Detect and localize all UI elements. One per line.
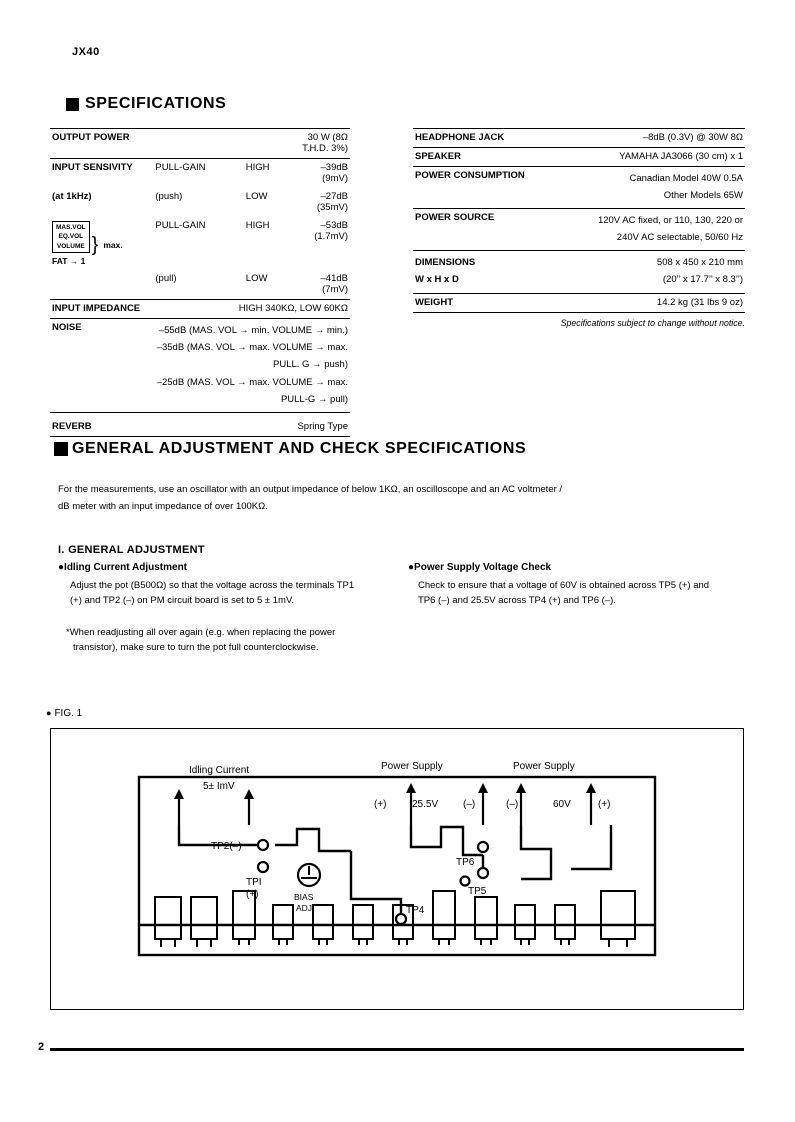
callout-tp5: TP5 <box>468 886 487 897</box>
callout-tp6: TP6 <box>456 857 475 868</box>
figure-1-container <box>50 728 744 1010</box>
specifications-heading <box>66 95 226 113</box>
specifications-heading-label: SPECIFICATIONS <box>85 95 227 112</box>
specifications-table-right <box>413 128 745 332</box>
input-sensivity-sub: (at 1kHz) <box>52 191 92 202</box>
table-row <box>50 300 350 319</box>
callout-ps1-minus: (+) <box>374 799 387 810</box>
box-line-1: MAS.VOL <box>56 224 86 231</box>
general-intro-line-2: dB meter with an input impedance of over 100KΩ. <box>58 500 268 512</box>
specifications-table-left <box>50 128 350 437</box>
bullet-dot-icon: ● <box>58 562 65 573</box>
reverb-label: REVERB <box>50 412 155 436</box>
dimensions-label-cell <box>413 251 564 293</box>
pull-gain-pull-high: HIGH <box>245 220 270 231</box>
callout-ps1-value: 25.5V <box>412 799 439 810</box>
table-row <box>50 412 350 436</box>
general-adjustment-subheading: I. GENERAL ADJUSTMENT <box>58 544 205 556</box>
noise-label: NOISE <box>50 319 155 412</box>
speaker-value: YAMAHA JA3066 (30 cm) x 1 <box>564 148 745 167</box>
pull-gain-pull-label: PULL-GAIN <box>155 220 206 231</box>
idling-current-note: *When readjusting all over again (e.g. when replacing the power transistor), make sure to turn the pot full counterclockwise. <box>66 627 336 654</box>
callout-power-supply-1: Power Supply <box>381 761 443 772</box>
callout-adj: ADJ <box>296 903 313 913</box>
power-consumption-values <box>564 167 745 209</box>
table-row <box>413 251 745 293</box>
power-supply-voltage-heading <box>408 562 551 573</box>
push-label: (push) <box>155 191 183 202</box>
callout-bias: BIAS <box>294 892 314 902</box>
table-row <box>413 209 745 251</box>
box-max-label: max. <box>103 240 123 251</box>
figure-label-text: FIG. 1 <box>54 708 83 719</box>
dimensions-values <box>564 251 745 293</box>
table-row <box>50 436 350 437</box>
table-row <box>50 188 350 217</box>
power-consumption-line-2: Other Models 65W <box>663 190 743 202</box>
square-bullet-icon <box>54 442 68 456</box>
dimensions-label: DIMENSIONS <box>415 257 476 269</box>
output-power-value: 30 W (8Ω T.H.D. 3%) <box>293 129 350 159</box>
table-row <box>413 313 745 332</box>
callout-tp1-sign: (+) <box>246 889 259 900</box>
dimensions-line-2: (20’’ x 17.7’’ x 8.3’’) <box>662 274 743 286</box>
input-impedance-value: HIGH 340KΩ, LOW 60KΩ <box>155 300 350 319</box>
callout-ps2-plus: (+) <box>598 799 611 810</box>
callout-ps2-minus: (–) <box>506 799 519 810</box>
callout-power-supply-2: Power Supply <box>513 761 575 772</box>
pull-gain-pull-low-value: –41dB (7mV) <box>320 273 348 296</box>
pull-gain-push-high-value: –39dB (9mV) <box>293 159 350 189</box>
bullet-dot-icon: ● <box>46 708 52 718</box>
box-line-3: VOLUME <box>56 242 85 250</box>
general-intro-paragraph <box>58 482 730 515</box>
pull-gain-push-label: PULL-GAIN <box>155 159 245 189</box>
idling-current-heading <box>58 562 187 573</box>
power-source-values <box>564 209 745 251</box>
footer-rule <box>50 1048 744 1051</box>
pull-gain-push-high: HIGH <box>246 159 293 189</box>
table-row <box>50 217 350 270</box>
figure-1-diagram <box>51 729 743 1009</box>
noise-line-4: –25dB (MAS. VOL → max. VOLUME → max. <box>156 376 348 388</box>
pull-gain-push-low: LOW <box>245 191 268 202</box>
table-row <box>413 167 745 209</box>
input-sensivity-label: INPUT SENSIVITY <box>50 159 155 189</box>
noise-line-3: PULL. G → push) <box>273 359 348 371</box>
noise-values <box>155 319 350 412</box>
table-row <box>50 270 350 300</box>
table-row <box>413 293 745 312</box>
table-row <box>50 159 350 189</box>
pull-gain-pull-high-value: –53dB (1.7mV) <box>314 220 348 242</box>
figure-label <box>46 708 82 719</box>
box-line-2: EQ.VOL <box>58 233 84 241</box>
pull-label: (pull) <box>155 273 177 285</box>
idling-current-heading-label: Idling Current Adjustment <box>64 562 188 573</box>
table-row <box>50 129 350 159</box>
callout-idling-value: 5± ImV <box>203 781 235 792</box>
table-row <box>413 129 745 148</box>
document-model-header: JX40 <box>72 46 100 58</box>
callout-tp4: TP4 <box>406 905 425 916</box>
reverb-value: Spring Type <box>155 412 350 436</box>
idling-current-body: Adjust the pot (B500Ω) so that the voltage across the terminals TP1 (+) and TP2 (–) on PM circuit board is set to 5 ± 1mV. <box>70 580 355 607</box>
general-adjustment-heading <box>54 440 526 458</box>
noise-line-2: –35dB (MAS. VOL → max. VOLUME → max. <box>156 342 348 354</box>
power-consumption-label: POWER CONSUMPTION <box>413 167 564 209</box>
noise-line-5: PULL-G → pull) <box>280 393 348 405</box>
headphone-jack-value: –8dB (0.3V) @ 30W 8Ω <box>564 129 745 148</box>
power-source-label: POWER SOURCE <box>413 209 564 251</box>
general-adjustment-heading-label: GENERAL ADJUSTMENT AND CHECK SPECIFICATIONS <box>72 440 527 457</box>
volume-group-box <box>52 221 90 253</box>
power-source-line-2: 240V AC selectable, 50/60 Hz <box>616 232 743 244</box>
noise-line-1: –55dB (MAS. VOL → min. VOLUME → min.) <box>158 325 348 337</box>
callout-tp1: TPI <box>246 877 262 888</box>
input-impedance-label: INPUT IMPEDANCE <box>50 300 155 319</box>
power-source-line-1: 120V AC fixed, or 110, 130, 220 or <box>597 215 743 227</box>
bullet-dot-icon: ● <box>408 562 415 573</box>
power-supply-voltage-heading-label: Power Supply Voltage Check <box>414 562 552 573</box>
fat-line: FAT → 1 <box>52 256 86 267</box>
table-row <box>413 148 745 167</box>
callout-idling-current: Idling Current <box>189 765 250 776</box>
pull-gain-pull-low: LOW <box>245 273 268 285</box>
square-bullet-icon <box>66 98 79 111</box>
callout-ps2-value: 60V <box>553 799 571 810</box>
speaker-label: SPEAKER <box>413 148 564 167</box>
specifications-note: Specifications subject to change without notice. <box>560 317 745 328</box>
volume-box-cell <box>50 217 155 270</box>
dimensions-line-1: 508 x 450 x 210 mm <box>656 257 743 269</box>
weight-value: 14.2 kg (31 lbs 9 oz) <box>564 293 745 312</box>
pull-gain-push-low-value: –27dB (35mV) <box>316 191 348 213</box>
brace-icon: } <box>91 234 99 257</box>
callout-ps1-plus: (–) <box>463 799 476 810</box>
dimensions-label-2: W x H x D <box>415 274 459 286</box>
page-number: 2 <box>38 1041 45 1053</box>
callout-tp2: TP2(–) <box>211 841 242 852</box>
table-row <box>50 319 350 412</box>
power-consumption-line-1: Canadian Model 40W 0.5A <box>629 173 743 184</box>
headphone-jack-label: HEADPHONE JACK <box>413 129 564 148</box>
general-intro-line-1: For the measurements, use an oscillator with an output impedance of below 1KΩ, an oscilloscope and an AC voltmeter / <box>58 484 563 495</box>
power-supply-voltage-body: Check to ensure that a voltage of 60V is obtained across TP5 (+) and TP6 (–) and 25.5V across TP4 (+) and TP6 (–). <box>418 580 710 607</box>
weight-label: WEIGHT <box>413 293 564 312</box>
output-power-label: OUTPUT POWER <box>50 129 155 159</box>
